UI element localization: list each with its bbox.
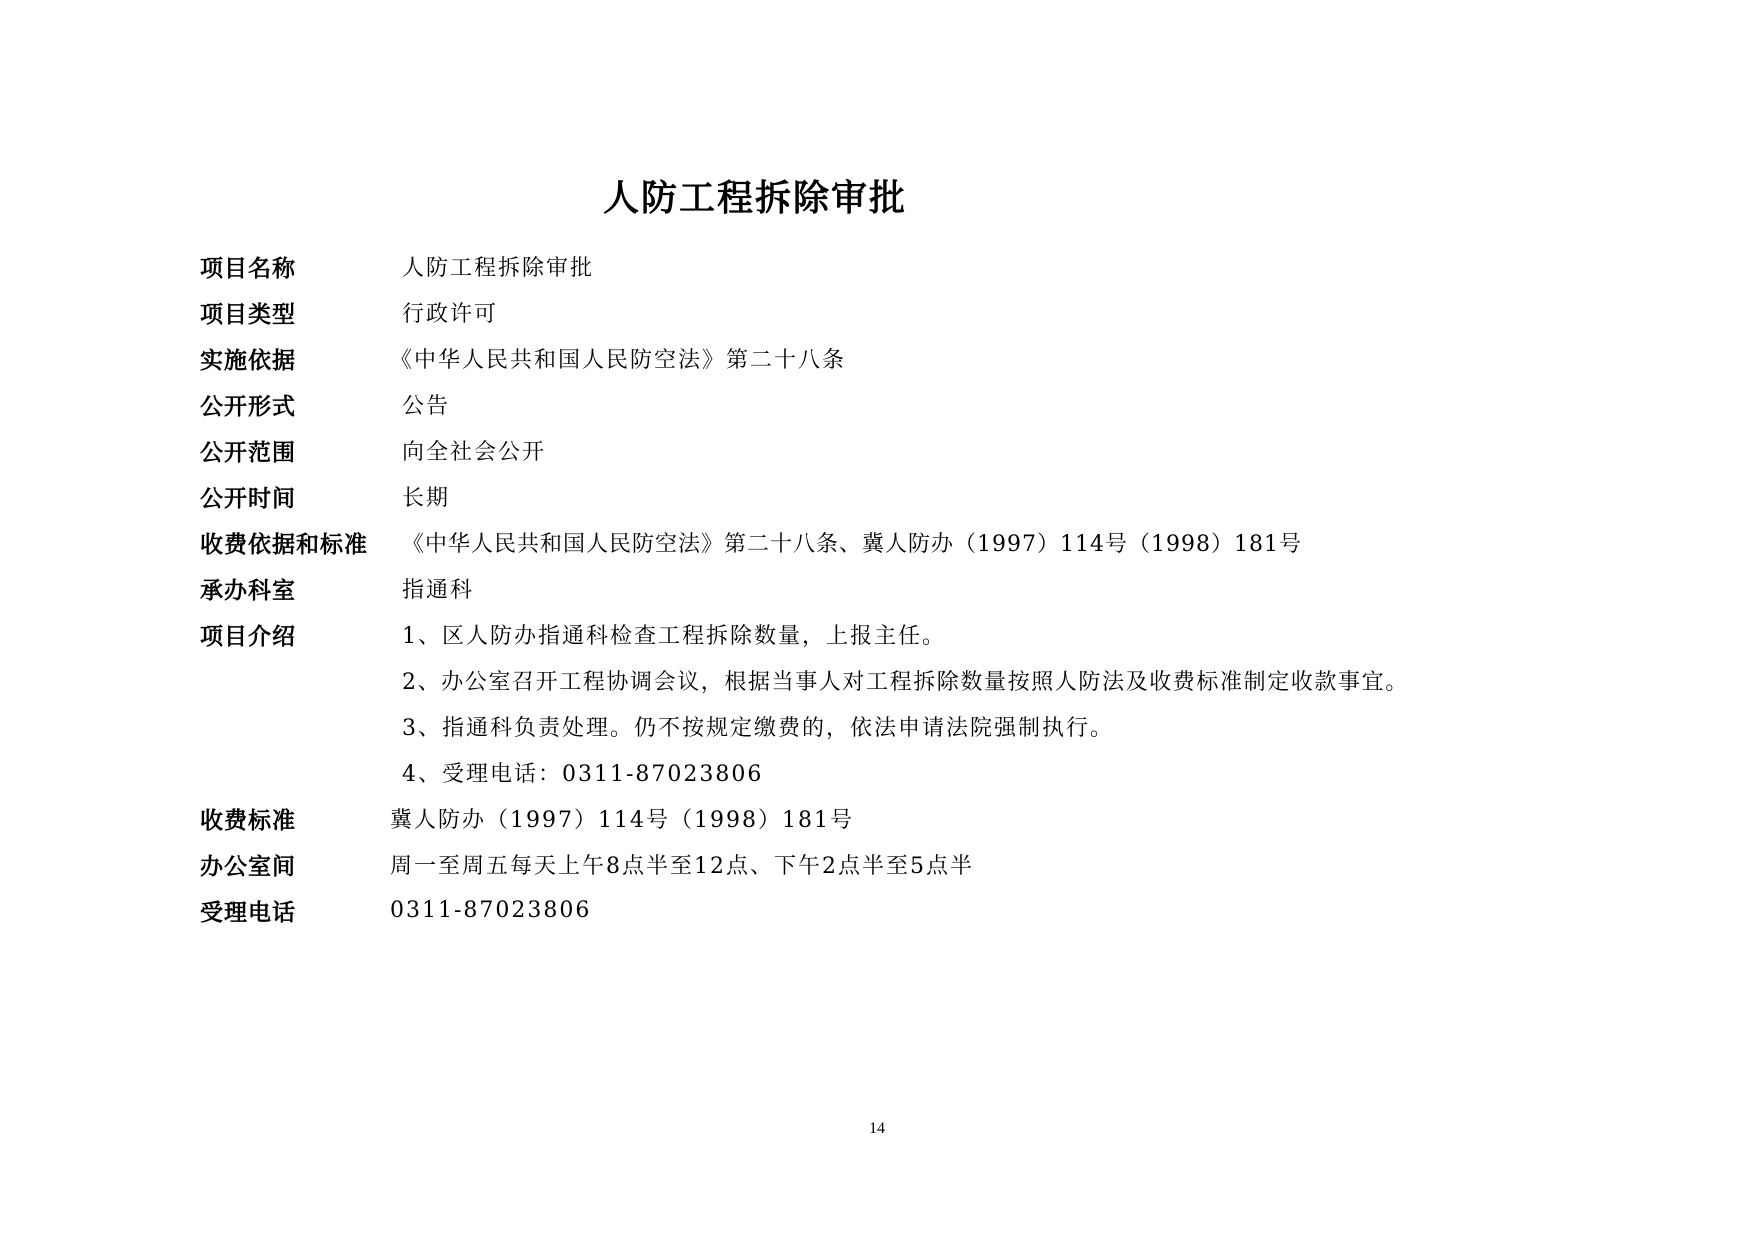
fee-standard-label: 收费标准	[200, 807, 296, 834]
introduction-item-4: 4、受理电话：0311-87023806	[402, 761, 764, 787]
field-item-name	[200, 246, 594, 286]
field-basis	[200, 338, 846, 378]
item-type-label: 项目类型	[200, 301, 296, 328]
field-fee-basis	[200, 522, 1302, 562]
disclosure-time-label: 公开时间	[200, 485, 296, 512]
disclosure-scope-label: 公开范围	[200, 439, 296, 466]
phone-value: 0311-87023806	[390, 897, 592, 923]
introduction-line-4	[402, 752, 763, 792]
item-name-label: 项目名称	[200, 255, 296, 282]
disclosure-form-label: 公开形式	[200, 393, 296, 420]
phone-label: 受理电话	[200, 899, 296, 926]
introduction-item-2: 2、办公室召开工程协调会议，根据当事人对工程拆除数量按照人防法及收费标准制定收款事宜。	[402, 669, 1409, 695]
field-office-hours	[200, 844, 974, 884]
document-title: 人防工程拆除审批	[602, 178, 907, 219]
field-introduction	[200, 614, 946, 654]
introduction-item-1: 1、区人防办指通科检查工程拆除数量，上报主任。	[402, 623, 946, 649]
field-phone	[200, 890, 591, 930]
field-disclosure-scope	[200, 430, 546, 470]
introduction-label: 项目介绍	[200, 623, 296, 650]
introduction-item-3: 3、指通科负责处理。仍不按规定缴费的，依法申请法院强制执行。	[402, 715, 1114, 741]
disclosure-time-value: 长期	[402, 485, 451, 511]
item-name-value: 人防工程拆除审批	[402, 255, 595, 281]
department-value: 指通科	[402, 577, 475, 603]
disclosure-form-value: 公告	[402, 393, 451, 419]
introduction-line-3	[402, 706, 1114, 746]
office-hours-label: 办公室间	[200, 853, 296, 880]
page-number: 14	[869, 1120, 885, 1137]
field-disclosure-time	[200, 476, 450, 516]
field-disclosure-form	[200, 384, 450, 424]
basis-label: 实施依据	[200, 347, 296, 374]
fee-standard-value: 冀人防办（1997）114号（1998）181号	[390, 807, 854, 833]
item-type-value: 行政许可	[402, 301, 499, 327]
department-label: 承办科室	[200, 577, 296, 604]
introduction-line-2	[402, 660, 1409, 700]
office-hours-value: 周一至周五每天上午8点半至12点、下午2点半至5点半	[390, 853, 974, 879]
field-department	[200, 568, 474, 608]
fee-basis-value: 《中华人民共和国人民防空法》第二十八条、冀人防办（1997）114号（1998）181号	[402, 531, 1302, 557]
field-item-type	[200, 292, 498, 332]
fee-basis-label: 收费依据和标准	[200, 531, 368, 558]
disclosure-scope-value: 向全社会公开	[402, 439, 547, 465]
field-fee-standard	[200, 798, 854, 838]
basis-value: 《中华人民共和国人民防空法》第二十八条	[390, 347, 847, 373]
